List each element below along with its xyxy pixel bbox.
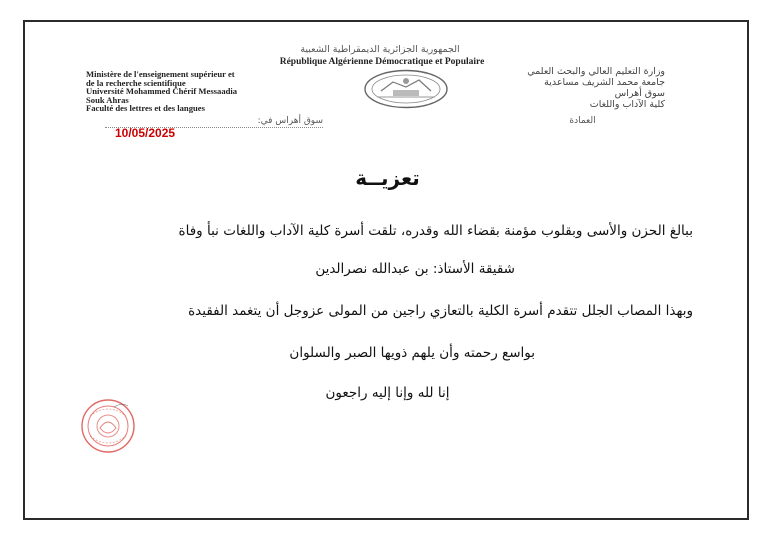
- official-stamp: [80, 398, 136, 454]
- institution-header-arabic: [455, 66, 665, 110]
- condolence-line-1: ببالغ الحزن والأسى وبقلوب مؤمنة بقضاء الله وقدره، تلقت أسرة كلية الآداب واللغات نبأ وفاة: [178, 223, 693, 239]
- condolence-line-4: بواسع رحمته وأن يلهم ذويها الصبر والسلوان: [289, 345, 535, 361]
- condolence-line-2: شقيقة الأستاذ: بن عبدالله نصرالدين: [315, 261, 515, 277]
- place-date-label: سوق أهراس في:: [257, 116, 323, 126]
- research-line: de la recherche scientifique: [86, 77, 186, 88]
- dean-office-label: العمادة: [569, 116, 596, 126]
- university-seal-logo: [363, 69, 449, 109]
- condolence-title: تعزيــة: [355, 166, 420, 190]
- university-line-ar: جامعة محمد الشريف مساعدية: [544, 77, 665, 88]
- ministry-line-ar: وزارة التعليم العالي والبحث العلمي: [527, 66, 665, 77]
- faculty-line-ar: كلية الآداب واللغات: [589, 99, 665, 110]
- city-line: Souk Ahras: [86, 94, 129, 105]
- condolence-line-3: وبهذا المصاب الجلل تتقدم أسرة الكلية بالتعازي راجين من المولى عزوجل أن يتغمد الفقيدة: [188, 303, 693, 319]
- faculty-line: Faculté des lettres et des langues: [86, 103, 205, 114]
- republic-title-arabic: الجمهورية الجزائرية الديمقراطية الشعبية: [300, 44, 460, 55]
- condolence-closing: إنا لله وإنا إليه راجعون: [325, 385, 450, 401]
- document-date: 10/05/2025: [115, 126, 176, 140]
- ministry-line: Ministère de l'enseignement supérieur et: [86, 69, 235, 79]
- republic-title-french: République Algérienne Démocratique et Populaire: [279, 57, 485, 67]
- institution-header-french: [86, 70, 361, 113]
- city-line-ar: سوق أهراس: [614, 88, 665, 99]
- university-line: Université Mohammed Chérif Messaadia: [86, 86, 238, 97]
